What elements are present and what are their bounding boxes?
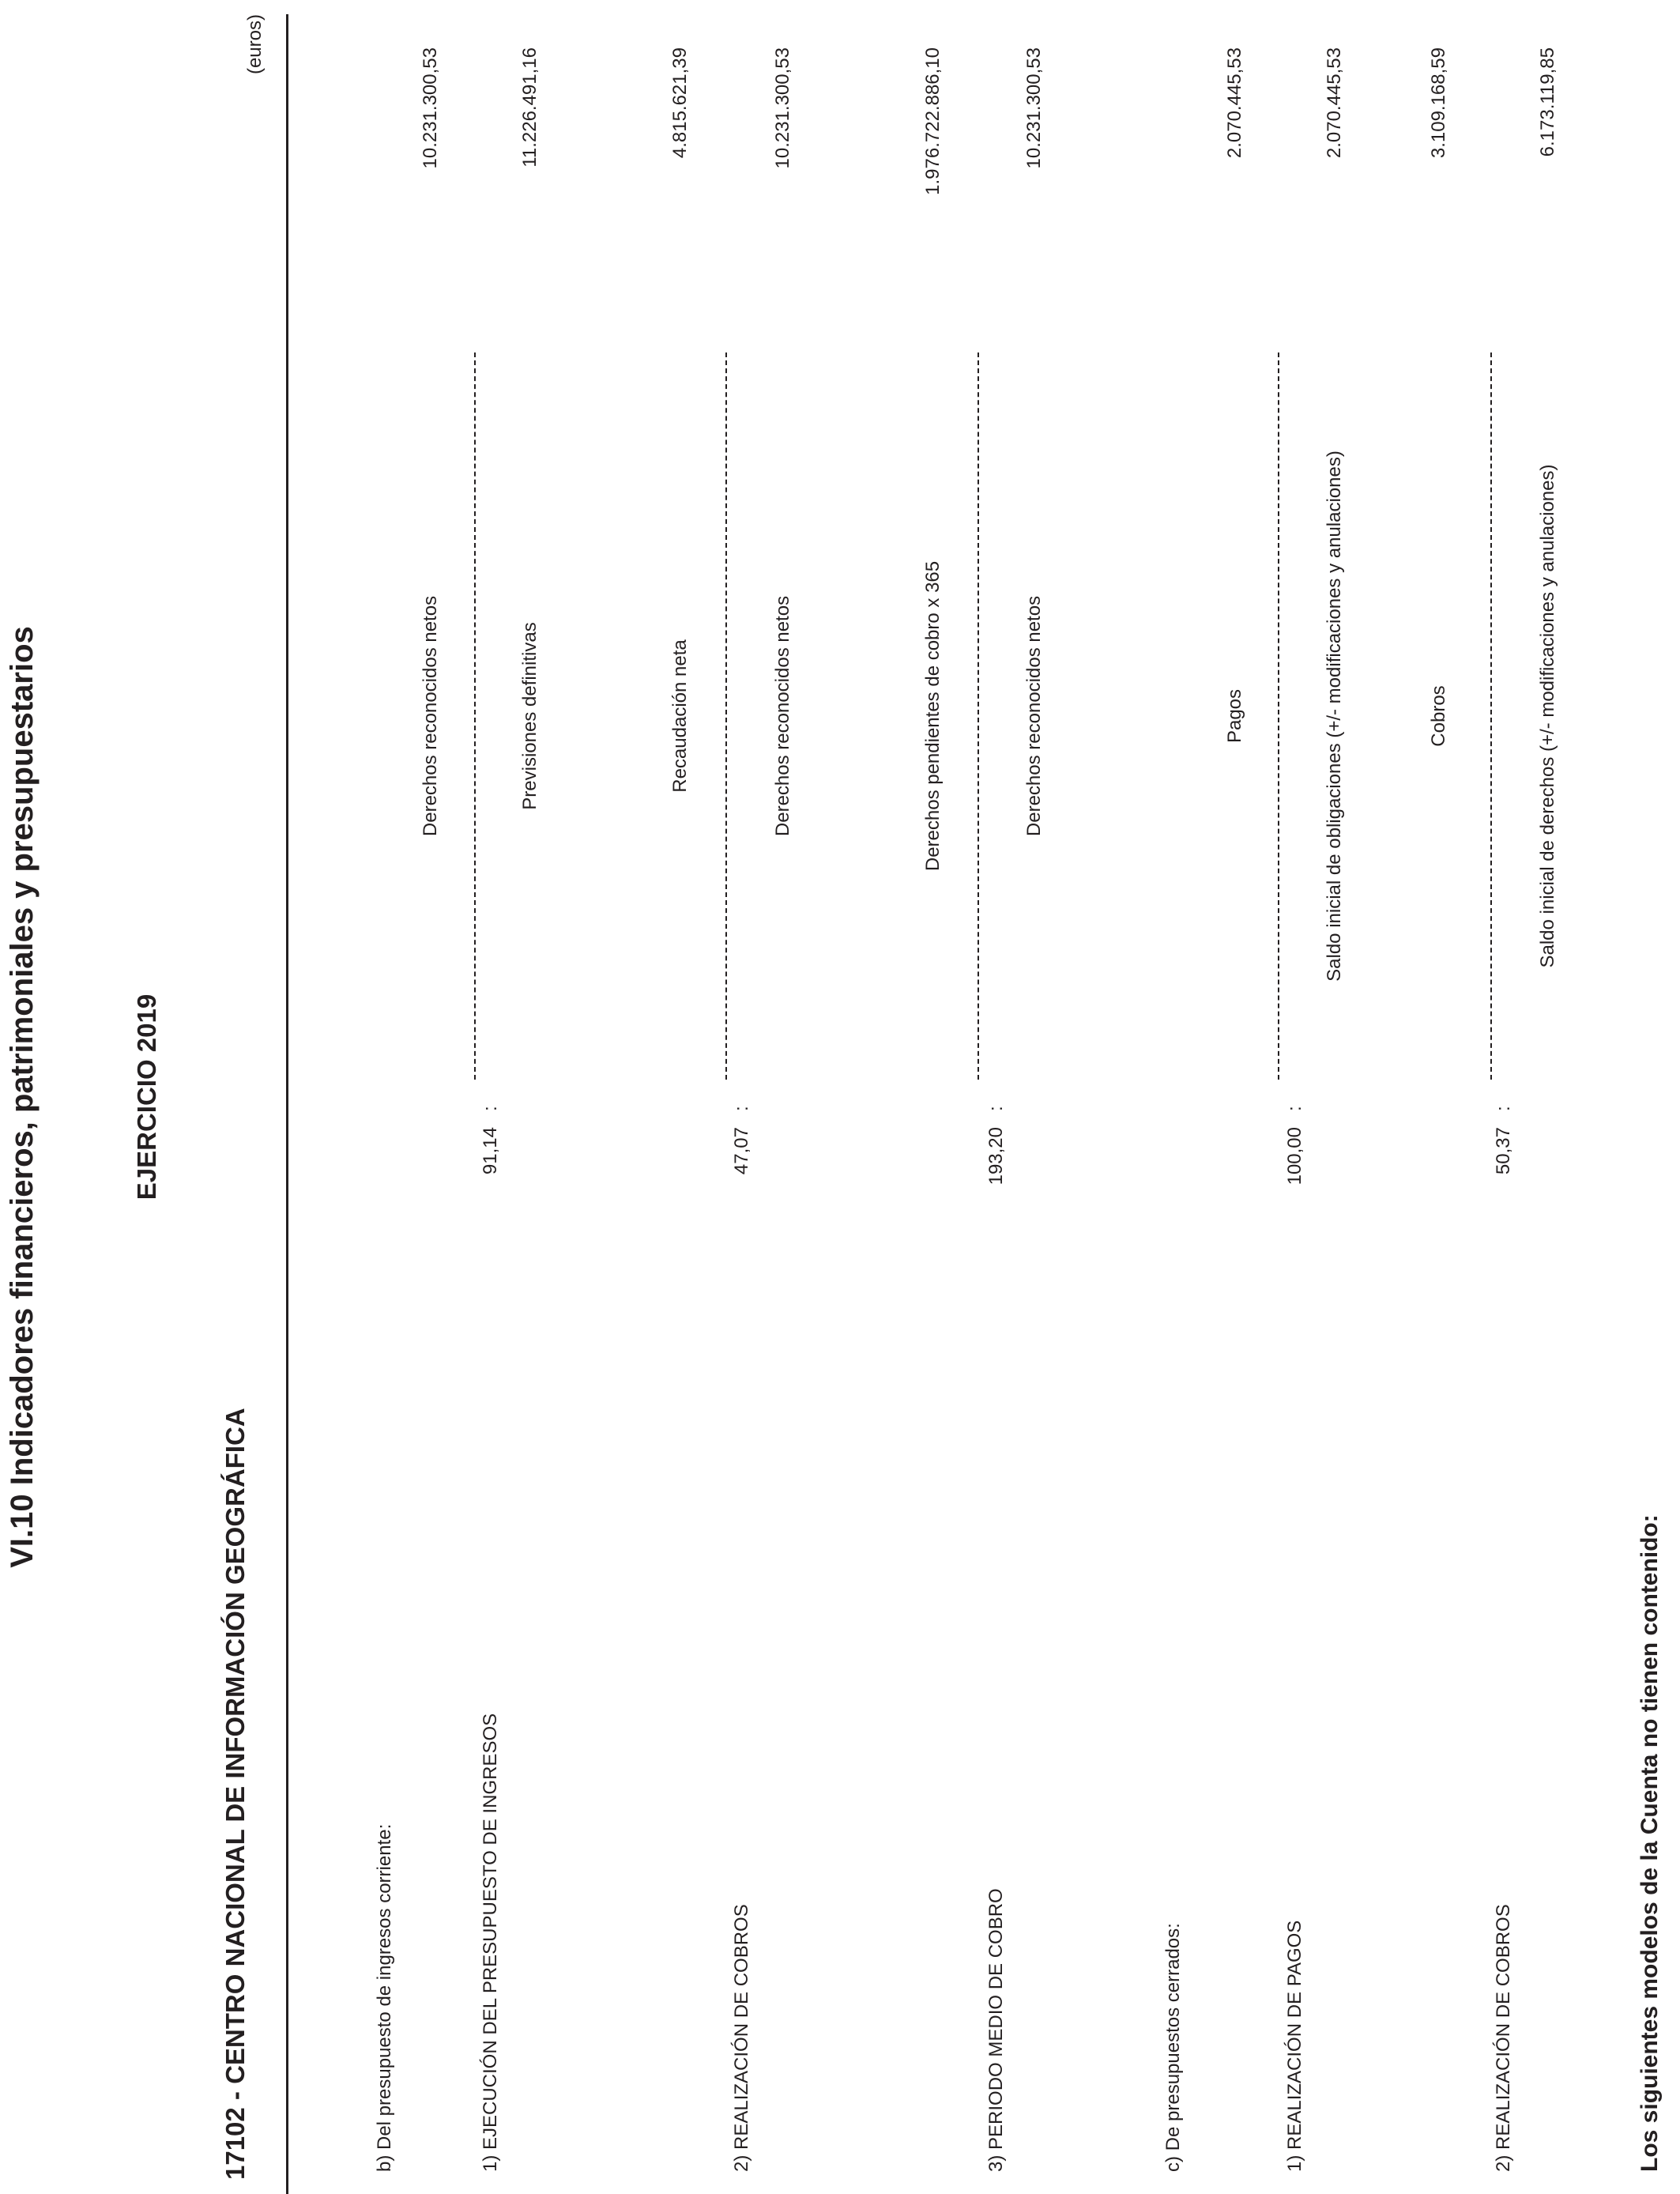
numerator-label: Derechos pendientes de cobro x 365 [922, 560, 944, 872]
indicator-colon: : [985, 1106, 1007, 1111]
report-title: VI.10 Indicadores financieros, patrimoniales y presupuestarios [5, 626, 40, 1568]
fraction-line [977, 352, 979, 1080]
numerator-amount: 10.231.300,53 [420, 47, 441, 169]
fraction-line [725, 352, 727, 1080]
indicator-label: 2) REALIZACIÓN DE COBROS [1493, 1904, 1514, 2172]
numerator-amount: 3.109.168,59 [1428, 47, 1449, 159]
fiscal-year-title: EJERCICIO 2019 [132, 993, 161, 1201]
denominator-label: Previsiones definitivas [519, 622, 541, 810]
indicator-label: 1) EJECUCIÓN DEL PRESUPUESTO DE INGRESOS [480, 1713, 501, 2172]
numerator-amount: 4.815.621,39 [669, 47, 691, 159]
denominator-label: Saldo inicial de obligaciones (+/- modificaciones y anulaciones) [1324, 450, 1345, 982]
indicator-colon: : [1284, 1106, 1305, 1111]
section-c-title: c) De presupuestos cerrados: [1162, 1923, 1184, 2172]
denominator-amount: 10.231.300,53 [1023, 47, 1045, 169]
numerator-label: Recaudación neta [669, 639, 691, 793]
currency-note: (euros) [244, 14, 266, 75]
indicator-label: 1) REALIZACIÓN DE PAGOS [1284, 1920, 1305, 2172]
indicator-label: 2) REALIZACIÓN DE COBROS [731, 1904, 752, 2172]
indicator-value: 91,14 [480, 1127, 501, 1175]
indicator-value: 100,00 [1284, 1127, 1305, 1186]
numerator-label: Derechos reconocidos netos [420, 595, 441, 837]
denominator-label: Derechos reconocidos netos [772, 595, 793, 837]
fraction-line [474, 352, 476, 1080]
denominator-amount: 2.070.445,53 [1324, 47, 1345, 159]
indicator-value: 50,37 [1493, 1127, 1514, 1175]
indicator-value: 193,20 [985, 1127, 1007, 1186]
indicator-label: 3) PERIODO MEDIO DE COBRO [985, 1888, 1007, 2172]
entity-title: 17102 - CENTRO NACIONAL DE INFORMACIÓN GEOGRÁFICA [220, 1408, 250, 2180]
fraction-line [1278, 352, 1279, 1080]
denominator-label: Derechos reconocidos netos [1023, 595, 1045, 837]
indicator-value: 47,07 [731, 1127, 752, 1175]
header-rule [286, 14, 288, 2194]
section-b-title: b) Del presupuesto de ingresos corriente: [374, 1823, 395, 2172]
denominator-amount: 10.231.300,53 [772, 47, 793, 169]
fraction-line [1490, 352, 1492, 1080]
denominator-amount: 6.173.119,85 [1537, 47, 1558, 157]
indicator-colon: : [480, 1106, 501, 1111]
footer-note: Los siguientes modelos de la Cuenta no tienen contenido: [1637, 1514, 1663, 2172]
indicator-colon: : [731, 1106, 752, 1111]
indicator-colon: : [1493, 1106, 1514, 1111]
numerator-amount: 2.070.445,53 [1224, 47, 1245, 159]
numerator-amount: 1.976.722.886,10 [922, 47, 944, 195]
numerator-label: Pagos [1224, 688, 1245, 744]
denominator-amount: 11.226.491,16 [519, 47, 541, 168]
denominator-label: Saldo inicial de derechos (+/- modificaciones y anulaciones) [1537, 464, 1558, 968]
numerator-label: Cobros [1428, 685, 1449, 747]
